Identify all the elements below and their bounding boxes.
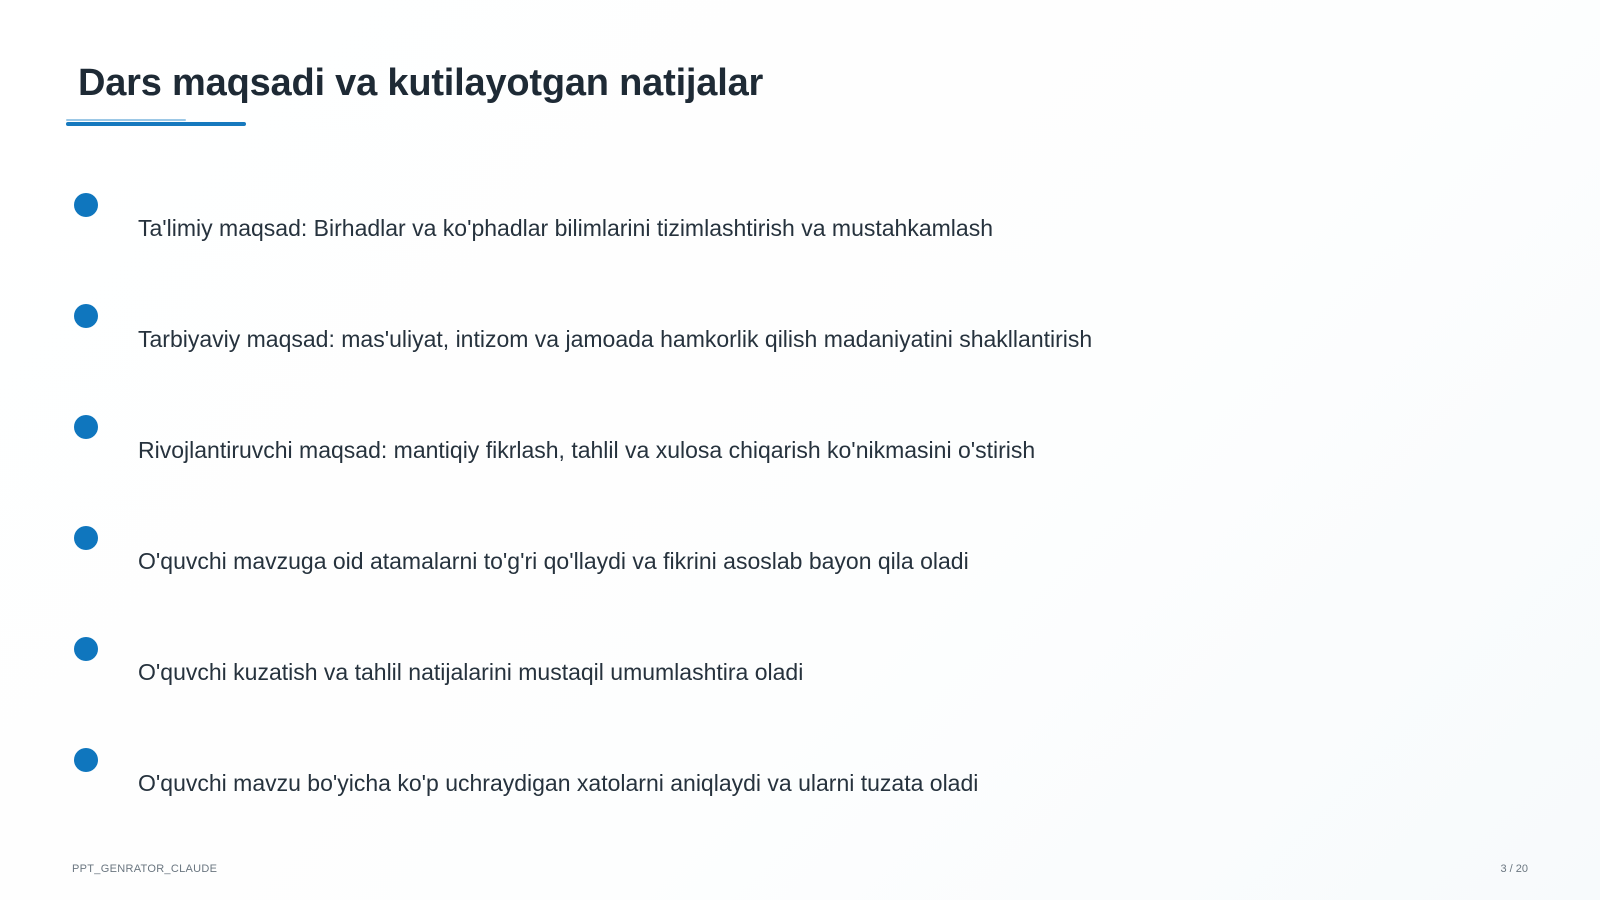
bullet-item bbox=[72, 415, 1472, 495]
bullet-dot-icon bbox=[74, 193, 98, 217]
bullet-item bbox=[72, 637, 1472, 717]
page-number: 3 / 20 bbox=[1500, 863, 1528, 875]
bullet-text: O'quvchi kuzatish va tahlil natijalarini mustaqil umumlashtira oladi bbox=[138, 659, 804, 685]
bullet-text: Tarbiyaviy maqsad: mas'uliyat, intizom va jamoada hamkorlik qilish madaniyatini shakllantirish bbox=[138, 326, 1093, 352]
slide-title: Dars maqsadi va kutilayotgan natijalar bbox=[78, 62, 764, 104]
bullet-item bbox=[72, 748, 1472, 828]
bullet-text: Ta'limiy maqsad: Birhadlar va ko'phadlar bilimlarini tizimlashtirish va mustahkamlash bbox=[138, 215, 993, 241]
bullet-item bbox=[72, 526, 1472, 606]
bullet-text: Rivojlantiruvchi maqsad: mantiqiy fikrlash, tahlil va xulosa chiqarish ko'nikmasini o'stirish bbox=[138, 437, 1036, 463]
bullet-text: O'quvchi mavzu bo'yicha ko'p uchraydigan xatolarni aniqlaydi va ularni tuzata oladi bbox=[138, 770, 979, 796]
bullet-dot-icon bbox=[74, 415, 98, 439]
bullet-dot-icon bbox=[74, 526, 98, 550]
bullet-dot-icon bbox=[74, 637, 98, 661]
bullet-dot-icon bbox=[74, 304, 98, 328]
bullet-dot-icon bbox=[74, 748, 98, 772]
bullet-item bbox=[72, 304, 1472, 384]
footer-brand: PPT_GENRATOR_CLAUDE bbox=[72, 863, 218, 875]
bullet-text: O'quvchi mavzuga oid atamalarni to'g'ri qo'llaydi va fikrini asoslab bayon qila oladi bbox=[138, 548, 969, 574]
bullet-item bbox=[72, 193, 1472, 273]
